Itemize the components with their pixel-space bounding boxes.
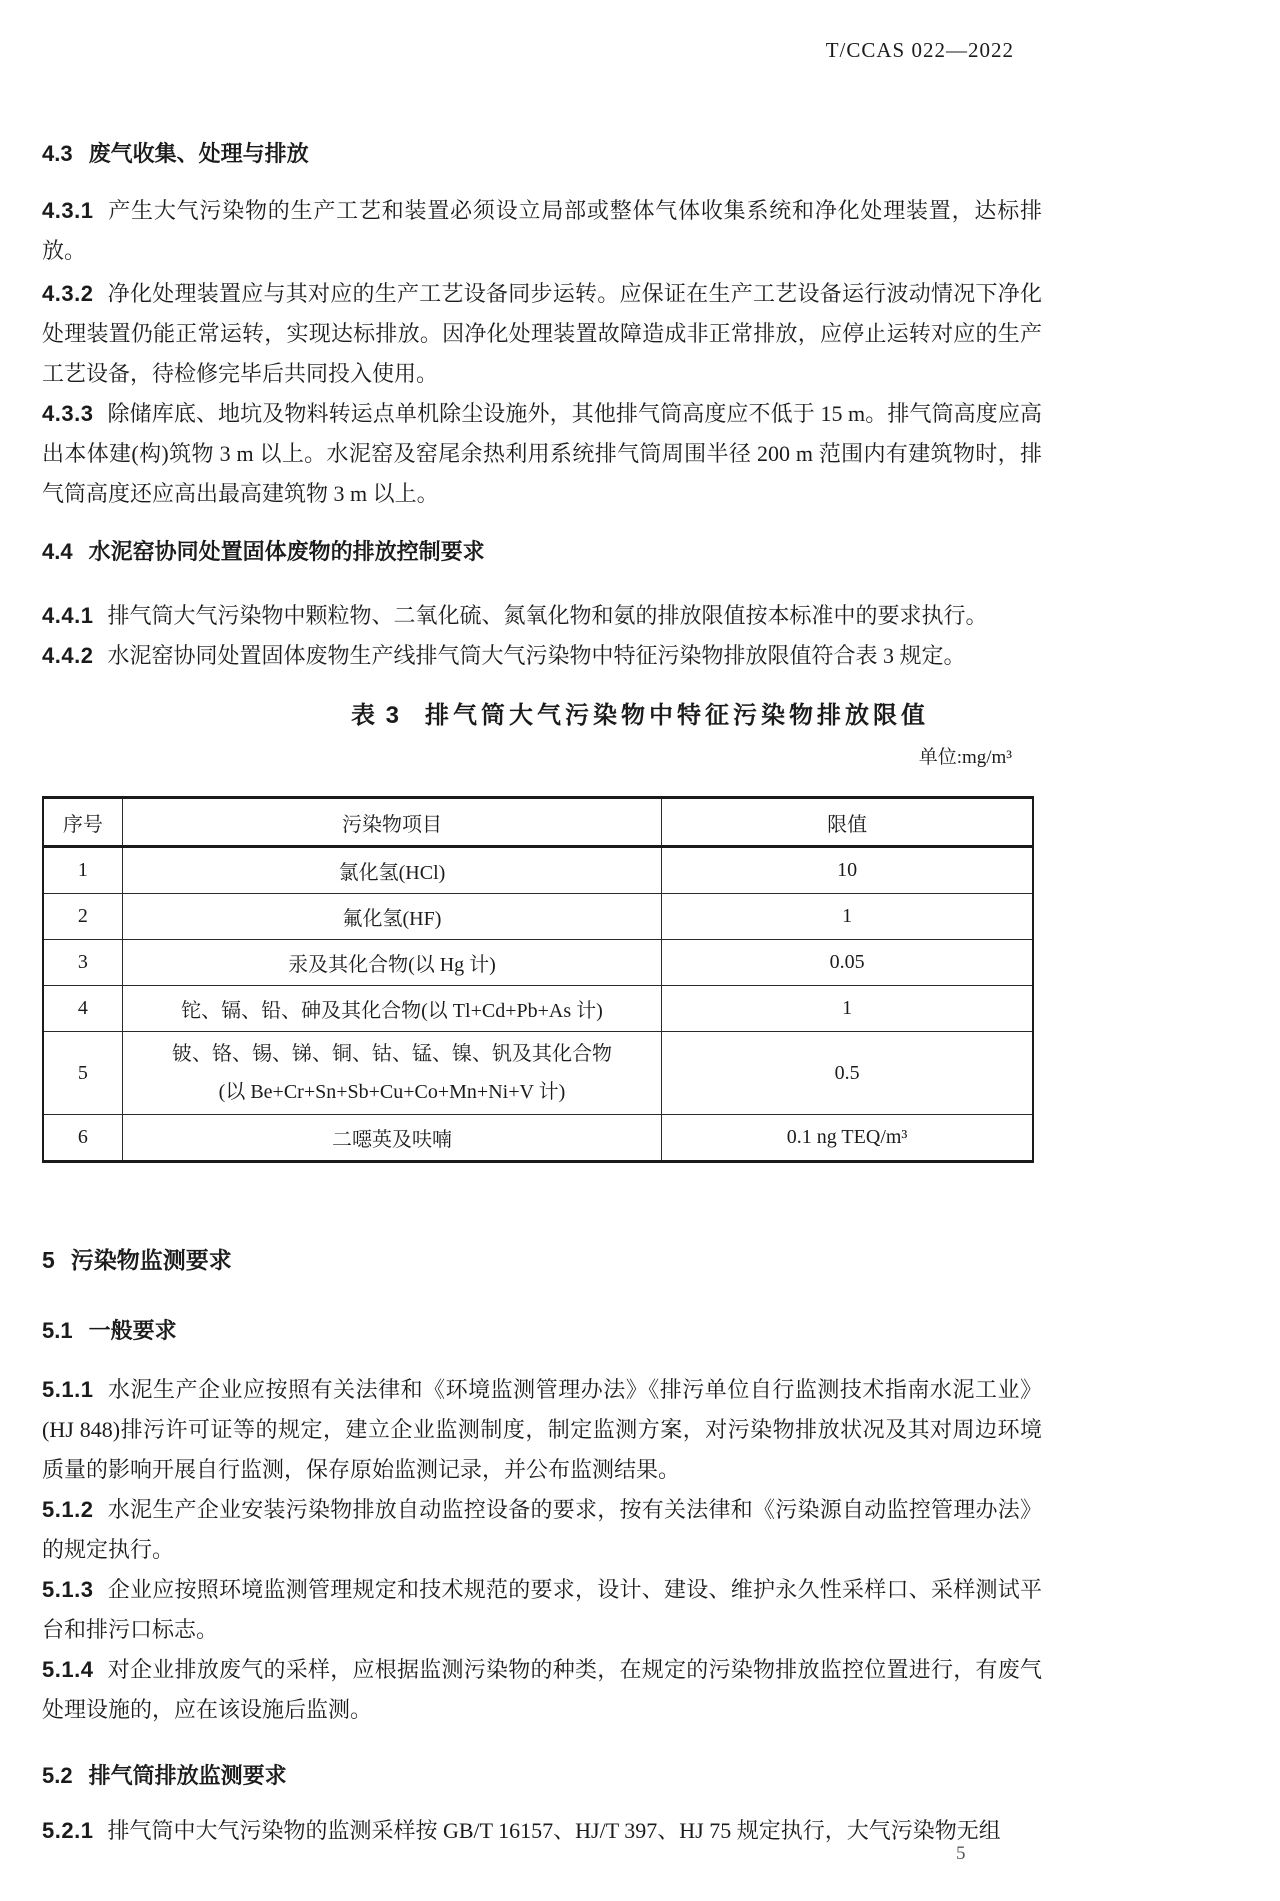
clause-number: 5.1.4 [42, 1657, 94, 1682]
clause-4-3-3 [42, 394, 1042, 514]
clause-text: 水泥生产企业安装污染物排放自动监控设备的要求，按有关法律和《污染源自动监控管理办法》的规定执行。 [42, 1497, 1042, 1562]
section-title: 废气收集、处理与排放 [88, 141, 309, 166]
page-content [42, 0, 1042, 1851]
clause-number: 4.4.1 [42, 603, 94, 628]
column-header-limit: 限值 [662, 798, 1033, 847]
cell-no: 5 [43, 1032, 122, 1115]
clause-number: 5.1.3 [42, 1577, 94, 1602]
cell-no: 4 [43, 986, 122, 1032]
cell-limit: 0.5 [662, 1032, 1033, 1115]
cell-item [122, 1032, 662, 1115]
page-number: 5 [956, 1843, 966, 1864]
section-heading-4-3 [42, 140, 1042, 168]
column-header-no: 序号 [43, 798, 122, 847]
table-row [43, 1115, 1033, 1162]
table-header-row [43, 798, 1033, 847]
cell-limit: 10 [662, 847, 1033, 894]
clause-number: 5.1.2 [42, 1497, 94, 1522]
section-heading-4-4 [42, 538, 1042, 566]
cell-limit: 1 [662, 986, 1033, 1032]
column-header-item: 污染物项目 [122, 798, 662, 847]
clause-text: 排气筒中大气污染物的监测采样按 GB/T 16157、HJ/T 397、HJ 75 规定执行，大气污染物无组 [107, 1818, 1001, 1843]
cell-item: 氯化氢(HCl) [122, 847, 662, 894]
table-row [43, 847, 1033, 894]
clause-text: 除储库底、地坑及物料转运点单机除尘设施外，其他排气筒高度应不低于 15 m。排气筒高度应高出本体建(构)筑物 3 m 以上。水泥窑及窑尾余热利用系统排气筒周围半径 200 m 范围内有建筑物时，排气筒高度还应高出最高建筑物 3 m 以上。 [42, 401, 1042, 506]
table-3-caption [140, 699, 1140, 733]
table-caption-title: 排气筒大气污染物中特征污染物排放限值 [425, 702, 929, 729]
table-unit-label: 单位:mg/m³ [918, 747, 1012, 768]
cell-item: 二噁英及呋喃 [122, 1115, 662, 1162]
cell-limit: 0.1 ng TEQ/m³ [662, 1115, 1033, 1162]
cell-item: 铊、镉、铅、砷及其化合物(以 Tl+Cd+Pb+As 计) [122, 986, 662, 1032]
cell-limit: 1 [662, 894, 1033, 940]
section-title: 一般要求 [88, 1318, 177, 1343]
clause-text: 净化处理装置应与其对应的生产工艺设备同步运转。应保证在生产工艺设备运行波动情况下净化处理装置仍能正常运转，实现达标排放。因净化处理装置故障造成非正常排放，应停止运转对应的生产工艺设备，待检修完毕后共同投入使用。 [42, 281, 1042, 386]
clause-4-3-1 [42, 191, 1042, 271]
cell-item: 汞及其化合物(以 Hg 计) [122, 940, 662, 986]
section-title: 水泥窑协同处置固体废物的排放控制要求 [88, 539, 485, 564]
clause-text: 排气筒大气污染物中颗粒物、二氧化硫、氮氧化物和氨的排放限值按本标准中的要求执行。 [107, 603, 988, 628]
clause-number: 4.3.3 [42, 401, 94, 426]
table-row [43, 894, 1033, 940]
clause-number: 4.3.2 [42, 281, 94, 306]
section-number: 5.2 [42, 1763, 73, 1788]
cell-limit: 0.05 [662, 940, 1033, 986]
clause-4-4-2 [42, 636, 1042, 676]
section-title: 排气筒排放监测要求 [88, 1763, 287, 1788]
clause-5-2-1 [42, 1811, 1042, 1851]
section-heading-5-1 [42, 1317, 1042, 1345]
clause-text: 水泥窑协同处置固体废物生产线排气筒大气污染物中特征污染物排放限值符合表 3 规定。 [107, 643, 966, 668]
cell-no: 6 [43, 1115, 122, 1162]
clause-text: 水泥生产企业应按照有关法律和《环境监测管理办法》《排污单位自行监测技术指南水泥工业》(HJ 848)排污许可证等的规定，建立企业监测制度，制定监测方案，对污染物排放状况及其对周边环境质量的影响开展自行监测，保存原始监测记录，并公布监测结果。 [42, 1377, 1042, 1482]
clause-number: 4.3.1 [42, 198, 94, 223]
section-number: 5.1 [42, 1318, 73, 1343]
clause-5-1-3 [42, 1570, 1042, 1650]
section-heading-5-2 [42, 1762, 1042, 1790]
table-3 [42, 796, 1034, 1163]
table-row [43, 1032, 1033, 1115]
clause-text: 企业应按照环境监测管理规定和技术规范的要求，设计、建设、维护永久性采样口、采样测试平台和排污口标志。 [42, 1577, 1042, 1642]
section-number: 4.4 [42, 539, 73, 564]
table-row [43, 940, 1033, 986]
clause-number: 4.4.2 [42, 643, 94, 668]
clause-number: 5.1.1 [42, 1377, 94, 1402]
clause-5-1-2 [42, 1490, 1042, 1570]
table-caption-label: 表 3 [350, 702, 401, 729]
table-row [43, 986, 1033, 1032]
clause-text: 产生大气污染物的生产工艺和装置必须设立局部或整体气体收集系统和净化处理装置，达标排放。 [42, 198, 1042, 263]
cell-no: 1 [43, 847, 122, 894]
document-code: T/CCAS 022—2022 [825, 38, 1014, 62]
clause-5-1-4 [42, 1650, 1042, 1730]
cell-no: 2 [43, 894, 122, 940]
clause-4-3-2 [42, 274, 1042, 394]
cell-item-line2: (以 Be+Cr+Sn+Sb+Cu+Co+Mn+Ni+V 计) [218, 1081, 566, 1103]
section-title: 污染物监测要求 [70, 1247, 232, 1273]
clause-text: 对企业排放废气的采样，应根据监测污染物的种类，在规定的污染物排放监控位置进行，有废气处理设施的，应在该设施后监测。 [42, 1657, 1042, 1722]
section-number: 4.3 [42, 141, 73, 166]
section-heading-5 [42, 1245, 1042, 1275]
clause-number: 5.2.1 [42, 1818, 94, 1843]
cell-no: 3 [43, 940, 122, 986]
clause-5-1-1 [42, 1370, 1042, 1490]
cell-item-line1: 铍、铬、锡、锑、铜、钴、锰、镍、钒及其化合物 [171, 1043, 612, 1065]
cell-item: 氟化氢(HF) [122, 894, 662, 940]
section-number: 5 [42, 1247, 55, 1273]
clause-4-4-1 [42, 596, 1042, 636]
